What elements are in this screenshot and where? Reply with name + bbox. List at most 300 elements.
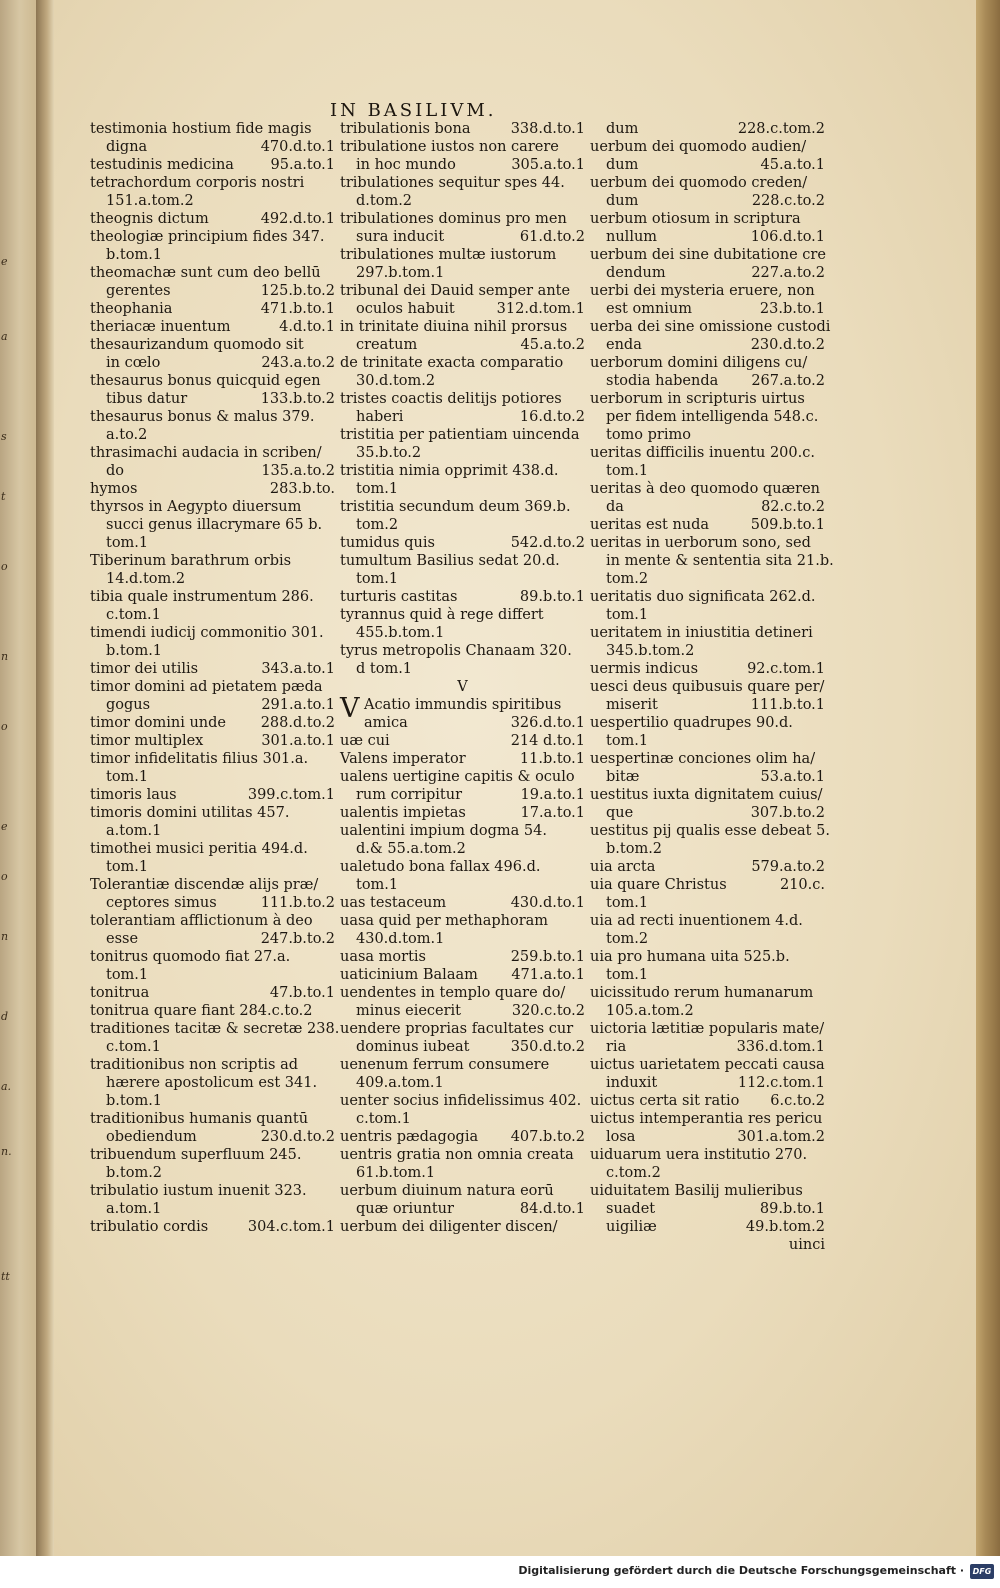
index-term: b.tom.2 (606, 841, 663, 857)
index-reference: 19.a.to.1 (520, 787, 585, 803)
index-entry-line (90, 948, 335, 966)
index-term: traditiones tacitæ & secretæ 238. (90, 1021, 340, 1037)
index-term: tom.1 (606, 733, 649, 749)
prev-page-margin-fragment: e (1, 255, 8, 268)
index-entry-line (90, 480, 335, 498)
index-term: 151.a.tom.2 (106, 193, 194, 209)
index-term: uictus intemperantia res pericu (590, 1111, 823, 1127)
index-entry-line (590, 192, 825, 210)
index-reference: 407.b.to.2 (510, 1129, 585, 1145)
index-reference: 304.c.tom.1 (247, 1219, 335, 1235)
index-term: uesci deus quibusuis quare per/ (590, 679, 825, 695)
index-entry-line (340, 606, 585, 624)
index-term: uespertinæ conciones olim ha/ (590, 751, 816, 767)
index-term: traditionibus humanis quantū (90, 1111, 309, 1127)
index-term: uia quare Christus (590, 877, 727, 893)
index-entry-line (340, 282, 585, 300)
index-term: 14.d.tom.2 (106, 571, 186, 587)
index-entry-line (590, 1056, 825, 1074)
index-entry-line (590, 354, 825, 372)
index-term: ueritatem in iniustitia detineri (590, 625, 813, 641)
index-reference: 579.a.to.2 (751, 859, 825, 875)
index-term: d tom.1 (356, 661, 413, 677)
index-entry-line (90, 786, 335, 804)
index-reference: 4.d.to.1 (279, 319, 335, 335)
index-entry-line (590, 1218, 825, 1236)
index-term: tyrannus quid à rege differt (340, 607, 544, 623)
index-reference: 243.a.to.2 (261, 355, 335, 371)
index-entry-line (590, 570, 825, 588)
index-entry-line (90, 138, 335, 156)
index-entry-line (590, 1110, 825, 1128)
index-entry-line (590, 1074, 825, 1092)
index-term: rum corripitur (356, 787, 462, 803)
index-entry-line (340, 300, 585, 318)
index-entry-line (90, 264, 335, 282)
prev-page-margin-fragment: n (1, 930, 9, 943)
index-term: uenenum ferrum consumere (340, 1057, 550, 1073)
index-term: enda (606, 337, 642, 353)
index-entry-line (340, 768, 585, 786)
index-term: uiduitatem Basilij mulieribus (590, 1183, 803, 1199)
index-reference: 45.a.to.1 (760, 157, 825, 173)
index-reference: 326.d.to.1 (510, 715, 585, 731)
index-column-1 (90, 120, 340, 1236)
index-term: d.& 55.a.tom.2 (356, 841, 466, 857)
index-entry-line (340, 786, 585, 804)
index-entry-line (340, 1164, 585, 1182)
index-term: turturis castitas (340, 589, 458, 605)
index-entry-line (340, 192, 585, 210)
index-term: uigiliæ (606, 1219, 657, 1235)
index-entry-line (340, 1146, 585, 1164)
index-entry-line (590, 1038, 825, 1056)
index-term: de trinitate exacta comparatio (340, 355, 564, 371)
index-term: 35.b.to.2 (356, 445, 422, 461)
index-term: uerbum dei sine dubitatione cre (590, 247, 826, 263)
index-term: d.tom.2 (356, 193, 413, 209)
index-reference: 84.d.to.1 (519, 1201, 585, 1217)
index-term: uictoria lætitiæ popularis mate/ (590, 1021, 825, 1037)
index-reference: 17.a.to.1 (520, 805, 585, 821)
index-term: tom.1 (606, 463, 649, 479)
index-reference: 247.b.to.2 (260, 931, 335, 947)
index-entry-line (590, 1146, 825, 1164)
index-entry-line (340, 588, 585, 606)
index-reference: 320.c.to.2 (511, 1003, 585, 1019)
index-reference: 312.d.tom.1 (496, 301, 585, 317)
index-reference: 11.b.to.1 (519, 751, 585, 767)
index-entry-line (90, 1020, 340, 1038)
index-term: tom.2 (606, 571, 649, 587)
index-term: succi genus illacrymare 65 b. (106, 517, 323, 533)
index-term: uerborum domini diligens cu/ (590, 355, 808, 371)
index-entry-line (340, 732, 585, 750)
index-term: tom.1 (356, 571, 399, 587)
index-reference: 470.d.to.1 (260, 139, 335, 155)
index-entry-line (590, 768, 825, 786)
index-term: uerbum dei diligenter discen/ (340, 1219, 558, 1235)
index-entry-line (90, 336, 335, 354)
index-reference: 301.a.tom.2 (737, 1129, 825, 1145)
index-reference: 267.a.to.2 (751, 373, 825, 389)
index-entry-line (90, 462, 335, 480)
index-entry-line (340, 264, 585, 282)
index-entry-line (340, 390, 585, 408)
book-gutter (36, 0, 54, 1556)
index-entry-line (90, 606, 335, 624)
index-term: timendi iudicij commonitio 301. (90, 625, 324, 641)
index-term: tom.1 (606, 607, 649, 623)
index-term: tribulationes dominus pro men (340, 211, 567, 227)
index-entry-line (340, 372, 585, 390)
index-term: Valens imperator (340, 751, 466, 767)
index-term: tom.1 (356, 877, 399, 893)
prev-page-margin-fragment: t (1, 490, 6, 503)
index-entry-line (590, 174, 825, 192)
index-entry-line (90, 210, 335, 228)
catchword (590, 1236, 825, 1254)
index-reference: 230.d.to.2 (750, 337, 825, 353)
index-entry-line (90, 804, 335, 822)
index-entry-line (340, 948, 585, 966)
index-term: creatum (356, 337, 418, 353)
index-term: uestitus iuxta dignitatem cuius/ (590, 787, 823, 803)
index-term: tribulatione iustos non carere (340, 139, 559, 155)
index-term: tonitrua quare fiant 284.c.to.2 (90, 1003, 313, 1019)
index-term: tribulatio iustum inuenit 323. (90, 1183, 307, 1199)
index-term: hærere apostolicum est 341. (106, 1075, 318, 1091)
index-entry-line (590, 930, 825, 948)
index-entry-line (90, 1038, 335, 1056)
index-entry-line (340, 930, 585, 948)
index-entry-line (590, 588, 825, 606)
index-reference: 106.d.to.1 (750, 229, 825, 245)
index-entry-line (590, 858, 825, 876)
index-term: dominus iubeat (356, 1039, 470, 1055)
index-entry-line (340, 858, 585, 876)
index-term: tribulatio cordis (90, 1219, 209, 1235)
index-term: c.tom.1 (106, 607, 161, 623)
index-term: c.tom.2 (606, 1165, 661, 1181)
index-entry-line (340, 1218, 585, 1236)
index-term: haberi (356, 409, 404, 425)
index-entry-line (590, 1182, 825, 1200)
index-entry-line (340, 336, 585, 354)
index-reference: 45.a.to.2 (520, 337, 585, 353)
index-entry-line (90, 588, 335, 606)
index-entry-line (590, 606, 825, 624)
index-term: tom.1 (606, 895, 649, 911)
index-term: tom.1 (356, 481, 399, 497)
index-entry-line (90, 426, 335, 444)
index-term: uenter socius infidelissimus 402. (340, 1093, 582, 1109)
index-reference: 112.c.tom.1 (737, 1075, 825, 1091)
prev-page-margin-fragment: s (1, 430, 7, 443)
index-entry-line (90, 660, 335, 678)
footer-credit: Digitalisierung gefördert durch die Deutsche Forschungsgemeinschaft · (518, 1564, 964, 1577)
index-reference: 283.b.to. (269, 481, 335, 497)
index-term: da (606, 499, 624, 515)
index-term: tibus datur (106, 391, 188, 407)
index-entry-line (590, 246, 825, 264)
index-term: quæ oriuntur (356, 1201, 454, 1217)
index-entry-line (90, 768, 335, 786)
index-term: suadet (606, 1201, 656, 1217)
index-entry-line (90, 570, 335, 588)
index-entry-line (90, 120, 335, 138)
index-entry-line (340, 174, 585, 192)
index-term: miserit (606, 697, 658, 713)
index-entry-line (340, 714, 585, 732)
index-term: est omnium (606, 301, 693, 317)
index-reference: 210.c. (779, 877, 825, 893)
index-entry-line (90, 444, 335, 462)
index-entry-line (340, 1200, 585, 1218)
index-term: uicissitudo rerum humanarum (590, 985, 814, 1001)
index-term: thesaurus bonus quicquid egen (90, 373, 321, 389)
index-entry-line (90, 678, 335, 696)
index-entry-line (340, 1110, 585, 1128)
index-term: timor domini ad pietatem pæda (90, 679, 323, 695)
index-term: uentris gratia non omnia creata (340, 1147, 574, 1163)
index-term: tibia quale instrumentum 286. (90, 589, 314, 605)
index-term: uictus uarietatem peccati causa (590, 1057, 825, 1073)
index-term: in mente & sententia sita 21.b. (606, 553, 834, 569)
index-term: in trinitate diuina nihil prorsus (340, 319, 568, 335)
index-entry-line (340, 1092, 585, 1110)
index-entry-line (90, 840, 335, 858)
index-reference: 49.b.tom.2 (745, 1219, 825, 1235)
index-entry-line (90, 966, 335, 984)
index-entry-line (90, 984, 335, 1002)
index-term: ualetudo bona fallax 496.d. (340, 859, 541, 875)
index-entry-line (90, 858, 335, 876)
index-reference: 259.b.to.1 (510, 949, 585, 965)
index-term: a.tom.1 (106, 823, 162, 839)
index-entry-line (90, 372, 335, 390)
index-entry-line (90, 228, 335, 246)
index-term: thyrsos in Aegypto diuersum (90, 499, 302, 515)
index-reference: 111.b.to.2 (260, 895, 335, 911)
index-entry-line (590, 1128, 825, 1146)
index-term: V (457, 679, 468, 695)
index-term: tribulationis bona (340, 121, 471, 137)
index-term: tristitia secundum deum 369.b. (340, 499, 571, 515)
index-term: ueritas in uerborum sono, sed (590, 535, 811, 551)
index-entry-line (340, 1056, 585, 1074)
index-term: stodia habenda (606, 373, 719, 389)
index-reference: 227.a.to.2 (751, 265, 825, 281)
index-term: theriacæ inuentum (90, 319, 231, 335)
index-entry-line (340, 156, 585, 174)
index-reference: 336.d.tom.1 (736, 1039, 825, 1055)
index-entry-line (590, 840, 825, 858)
index-entry-line (90, 246, 335, 264)
index-entry-line (590, 912, 825, 930)
index-term: ceptores simus (106, 895, 217, 911)
running-head: IN BASILIVM. (330, 100, 497, 121)
index-term: b.tom.1 (106, 247, 163, 263)
index-entry-line (340, 1020, 585, 1038)
index-term: uerbum dei quomodo audien/ (590, 139, 807, 155)
index-entry-line (590, 984, 825, 1002)
index-entry-line (340, 1128, 585, 1146)
index-entry-line (590, 552, 834, 570)
index-reference: 23.b.to.1 (759, 301, 825, 317)
index-reference: 6.c.to.2 (770, 1093, 825, 1109)
index-entry-line (340, 570, 585, 588)
index-entry-line (590, 624, 825, 642)
index-reference: 61.d.to.2 (519, 229, 585, 245)
index-entry-line (590, 498, 825, 516)
index-entry-line (340, 552, 585, 570)
index-reference: 133.b.to.2 (260, 391, 335, 407)
index-term: testudinis medicina (90, 157, 234, 173)
index-entry-line (90, 498, 335, 516)
index-term: 409.a.tom.1 (356, 1075, 444, 1091)
index-section-letter (340, 678, 585, 696)
index-entry-line (590, 264, 825, 282)
index-term: tom.1 (106, 769, 149, 785)
index-term: a.tom.1 (106, 1201, 162, 1217)
index-entry-line (340, 1074, 585, 1092)
index-term: losa (606, 1129, 636, 1145)
index-term: tom.2 (606, 931, 649, 947)
dfg-logo-text: DFG (972, 1567, 992, 1576)
index-entry-line (340, 1002, 585, 1020)
index-term: uia ad recti inuentionem 4.d. (590, 913, 803, 929)
index-entry-line (90, 894, 335, 912)
index-term: uerba dei sine omissione custodi (590, 319, 831, 335)
index-term: uerbum dei quomodo creden/ (590, 175, 808, 191)
index-term: oculos habuit (356, 301, 455, 317)
index-entry-line (90, 1182, 335, 1200)
index-reference: 509.b.to.1 (750, 517, 825, 533)
index-term: uerbum diuinum natura eorū (340, 1183, 554, 1199)
index-entry-line (90, 516, 335, 534)
index-term: a.to.2 (106, 427, 148, 443)
index-entry-line (90, 822, 335, 840)
index-reference: 305.a.to.1 (511, 157, 585, 173)
index-entry-line (90, 318, 335, 336)
index-term: b.tom.1 (106, 643, 163, 659)
index-entry-line (90, 624, 335, 642)
index-term: 30.d.tom.2 (356, 373, 436, 389)
index-term: c.tom.1 (356, 1111, 411, 1127)
index-entry-line (590, 1200, 825, 1218)
index-entry-line (90, 300, 335, 318)
index-entry-line (590, 138, 825, 156)
index-entry-line (90, 1200, 335, 1218)
index-entry-line (590, 318, 831, 336)
index-term: uerbi dei mysteria eruere, non (590, 283, 815, 299)
index-term: uerborum in scripturis uirtus (590, 391, 805, 407)
index-reference: 53.a.to.1 (760, 769, 825, 785)
index-entry-line (590, 372, 825, 390)
index-term: per fidem intelligenda 548.c. (606, 409, 819, 425)
index-entry-line (90, 390, 335, 408)
index-term: tyrus metropolis Chanaam 320. (340, 643, 572, 659)
index-term: uia arcta (590, 859, 656, 875)
index-term: uentris pædagogia (340, 1129, 479, 1145)
index-term: tristitia per patientiam uincenda (340, 427, 580, 443)
index-term: theognis dictum (90, 211, 209, 227)
index-term: tonitrus quomodo fiat 27.a. (90, 949, 291, 965)
index-entry-line (90, 408, 335, 426)
index-entry-line (340, 624, 585, 642)
index-term: 455.b.tom.1 (356, 625, 445, 641)
index-entry-line (590, 786, 825, 804)
index-entry-line (90, 1056, 335, 1074)
index-term: 61.b.tom.1 (356, 1165, 436, 1181)
index-term: uendere proprias facultates cur (340, 1021, 574, 1037)
index-term: timor multiplex (90, 733, 204, 749)
index-term: tom.1 (106, 859, 149, 875)
index-entry-line (340, 876, 585, 894)
index-term: 105.a.tom.2 (606, 1003, 694, 1019)
index-entry-line (90, 1092, 335, 1110)
prev-page-margin-fragment: e (1, 820, 8, 833)
index-entry-line (590, 1092, 825, 1110)
index-term: dum (606, 121, 639, 137)
index-term: tonitrua (90, 985, 150, 1001)
index-term: timothei musici peritia 494.d. (90, 841, 308, 857)
index-entry-line (590, 480, 825, 498)
index-term: hymos (90, 481, 138, 497)
index-term: 297.b.tom.1 (356, 265, 445, 281)
index-entry-line (340, 318, 585, 336)
index-term: uasa mortis (340, 949, 426, 965)
index-term: uendentes in templo quare do/ (340, 985, 566, 1001)
index-entry-line (340, 750, 585, 768)
index-entry-line (340, 408, 585, 426)
index-term: testimonia hostium fide magis (90, 121, 312, 137)
index-entry-line (90, 1074, 335, 1092)
index-entry-line (590, 426, 825, 444)
index-entry-line (590, 516, 825, 534)
index-term: digna (106, 139, 148, 155)
index-term: Tolerantiæ discendæ alijs præ/ (90, 877, 319, 893)
index-term: timor domini unde (90, 715, 227, 731)
index-entry-line (90, 876, 335, 894)
index-term: ualentini impium dogma 54. (340, 823, 547, 839)
index-reference: 301.a.to.1 (261, 733, 335, 749)
index-term: timoris laus (90, 787, 177, 803)
index-entry-line (90, 174, 335, 192)
index-term: ualentis impietas (340, 805, 466, 821)
index-entry-line (340, 1038, 585, 1056)
index-term: timor infidelitatis filius 301.a. (90, 751, 309, 767)
index-entry-line (90, 750, 335, 768)
index-entry-line (340, 246, 585, 264)
index-entry-line (340, 210, 585, 228)
index-term: ueritas est nuda (590, 517, 710, 533)
index-entry-line (90, 1128, 335, 1146)
index-entry-line (340, 966, 585, 984)
index-entry-line (340, 534, 585, 552)
index-entry-line (590, 750, 825, 768)
index-entry-line (590, 822, 830, 840)
index-reference: 47.b.to.1 (269, 985, 335, 1001)
index-entry-line (590, 714, 825, 732)
index-term: dum (606, 157, 639, 173)
index-term: nullum (606, 229, 658, 245)
index-term: c.tom.1 (106, 1039, 161, 1055)
index-term: thrasimachi audacia in scriben/ (90, 445, 322, 461)
index-entry-line (340, 516, 585, 534)
prev-page-margin-fragment: a (1, 330, 8, 343)
